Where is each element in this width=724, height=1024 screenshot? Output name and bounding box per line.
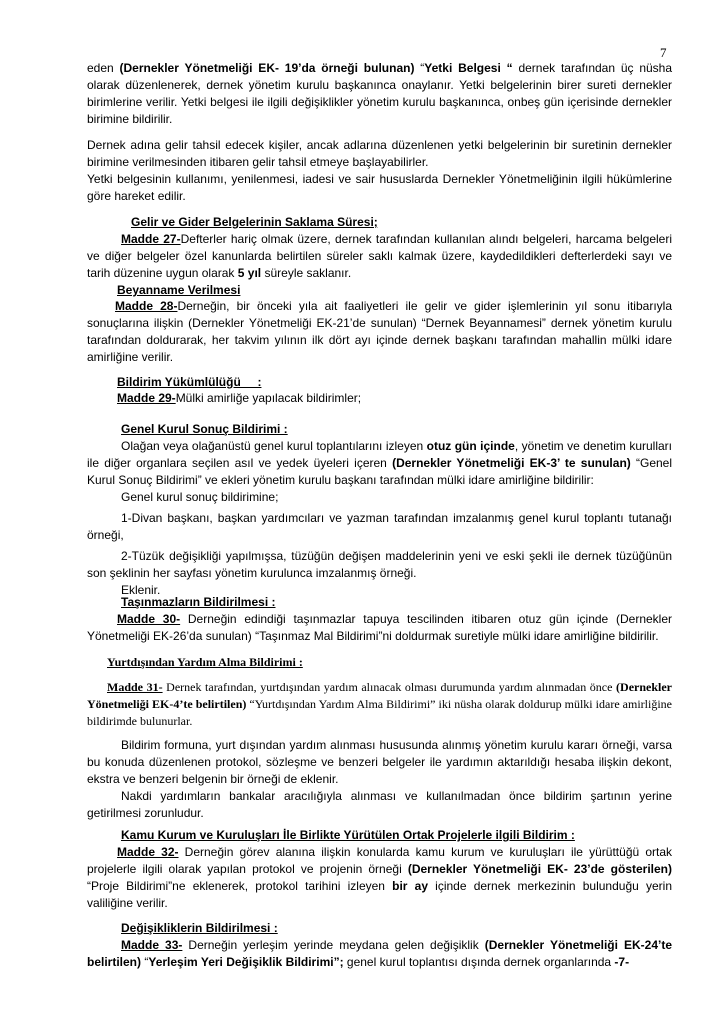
text-run: “Proje Bildirimi”ne eklenerek, protokol tarihini izleyen: [87, 879, 393, 893]
text-run: genel kurul toplantısı dışında dernek organlarında: [343, 955, 615, 969]
bold-reference: (Dernekler Yönetmeliği EK-4’te belirtilen): [87, 680, 673, 711]
text-run: içinde dernek merkezinin bulunduğu yerin valiliğine verilir.: [87, 879, 672, 910]
gelir-tahsil-paragraph: [87, 137, 672, 205]
article-label: Madde 30-: [117, 612, 181, 626]
bold-term: -7-: [614, 955, 630, 969]
madde-28: [87, 298, 672, 366]
text-run: Defterler hariç olmak üzere, dernek tarafından kullanılan alındı belgeleri, harcama belgeleri ve diğer belgeler özel kanunlarda belirtilen süreler saklı kalmak üzere, kaydedildikleri defterlerdeki sayı ve tarih düzenine uygun olarak: [87, 232, 673, 280]
article-label: Madde 27-: [121, 232, 181, 246]
bold-term: bir ay: [392, 879, 428, 893]
section-heading-bildirim: Bildirim Yükümlülüğü :: [117, 375, 262, 389]
article-label: Madde 28-: [115, 299, 178, 313]
section-heading-degisiklikler: Değişikliklerin Bildirilmesi :: [121, 921, 278, 935]
madde-30: [87, 611, 672, 645]
page-number: 7: [660, 45, 667, 60]
article-label: Madde 31-: [107, 680, 163, 694]
bold-reference: (Dernekler Yönetmeliği EK- 23’de gösterilen): [407, 862, 673, 876]
text-run: eden: [87, 61, 120, 75]
bold-term: Yetki Belgesi “: [424, 61, 513, 75]
text-run: Derneğin yerleşim yerinde meydana gelen değişiklik: [182, 938, 485, 952]
madde-31: [87, 679, 672, 730]
paragraph-text: Yetki belgesinin kullanımı, yenilenmesi, iadesi ve sair hususlarda Dernekler Yönetmeliğinin ilgili hükümlerine göre hareket edilir.: [87, 172, 672, 203]
bold-reference: (Dernekler Yönetmeliği EK- 19’da örneği bulunan): [119, 61, 415, 75]
section-heading-yurtdisi-yardim: Yurtdışından Yardım Alma Bildirimi :: [107, 655, 303, 669]
text-run: “: [414, 61, 425, 75]
bold-term: Yerleşim Yeri Değişiklik Bildirimi”;: [148, 955, 344, 969]
bold-term: otuz gün içinde: [426, 439, 515, 453]
list-item: 2-Tüzük değişikliği yapılmışsa, tüzüğün değişen maddelerinin yeni ve eski şekli ile dernek tüzüğünün son şeklinin her sayfası yönetim kurulunca imzalanmış örneği.: [87, 549, 672, 580]
text-run: Olağan veya olağanüstü genel kurul toplantılarını izleyen: [121, 439, 427, 453]
madde-29: [87, 390, 672, 407]
article-label: Madde 29-: [117, 391, 176, 405]
madde-33: [87, 937, 672, 971]
text-run: Derneğin edindiği taşınmazlar tapuya tescilinden itibaren otuz gün içinde (Dernekler Yönetmeliği EK-26’da sunulan) “Taşınmaz Mal Bildirimi”ni doldurmak suretiyle mülki idare amirliğine bildirilir.: [87, 612, 673, 643]
paragraph-text: Dernek adına gelir tahsil edecek kişiler, ancak adlarına düzenlenen yetki belgelerinin bir suretinin dernekler birimine verilmesinden itibaren gelir tahsil etmeye başlayabilirler.: [87, 138, 672, 169]
article-label: Madde 33-: [121, 938, 183, 952]
text-run: Dernek tarafından, yurtdışından yardım alınacak olması durumunda yardım alınmadan önce: [162, 680, 617, 694]
yetki-belgesi-paragraph: [87, 60, 672, 128]
text-run: Derneğin görev alanına ilişkin konularda kamu kurum ve kuruluşları ile yürüttüğü ortak projelerle ilgili olarak yapılan protokol ve projenin örneği: [87, 845, 673, 876]
text-run: , yönetim ve denetim kurulları ile diğer organlara seçilen asıl ve yedek üyeleri içeren: [87, 439, 673, 470]
genel-kurul-body: [87, 438, 672, 599]
section-heading-tasinmazlar: Taşınmazların Bildirilmesi :: [121, 595, 276, 609]
bold-reference: (Dernekler Yönetmeliği EK-3’ te sunulan): [392, 456, 631, 470]
list-item: 1-Divan başkanı, başkan yardımcıları ve yazman tarafından imzalanmış genel kurul toplantı tutanağı örneği,: [87, 511, 672, 542]
madde-32: [87, 844, 672, 912]
section-heading-kamu-projeleri: Kamu Kurum ve Kuruluşları İle Birlikte Yürütülen Ortak Projelerle ilgili Bildirim :: [121, 828, 575, 842]
bildirim-formu-paragraph: [87, 737, 672, 822]
section-heading-genel-kurul: Genel Kurul Sonuç Bildirimi :: [121, 422, 288, 436]
text-run: “Genel Kurul Sonuç Bildirimi” ve ekleri yönetim kurulu başkanı tarafından mülki idare amirliğine bildirilir:: [87, 456, 673, 487]
paragraph-text: Nakdi yardımların bankalar aracılığıyla alınması ve kullanılmadan önce bildirim şartının yerine getirilmesi zorunludur.: [87, 789, 672, 820]
text-run: “Yurtdışından Yardım Alma Bildirimi” iki nüsha olarak doldurup mülki idare amirliğine bildirimde bulunurlar.: [87, 697, 672, 728]
text-run: dernek tarafından üç nüsha olarak düzenlenerek, dernek yönetim kurulu başkanınca onaylanır. Yetki belgelerinin birer sureti dernekler birimlerine verilir. Yetki belgesi ile ilgili değişiklikler yönetim kurulu başkanınca, onbeş gün içerisinde dernekler birimine bildirilir.: [87, 61, 673, 126]
article-label: Madde 32-: [117, 845, 179, 859]
paragraph-text: Eklenir.: [121, 583, 161, 597]
paragraph-text: Bildirim formuna, yurt dışından yardım alınması hususunda alınmış yönetim kurulu kararı örneği, varsa bu konuda düzenlenen protokol, sözleşme ve benzeri belgeler ile yardımın aktarıldığı hesaba ilişkin dekont, ekstra ve benzeri belgenin bir örneği de eklenir.: [87, 738, 672, 786]
bold-reference: (Dernekler Yönetmeliği EK-24’te belirtilen): [87, 938, 673, 969]
section-heading-saklama-suresi: Gelir ve Gider Belgelerinin Saklama Süresi;: [131, 215, 378, 229]
text-run: Mülki amirliğe yapılacak bildirimler;: [175, 391, 362, 405]
text-run: Derneğin, bir önceki yıla ait faaliyetleri ile gelir ve gider işlemlerinin yıl sonu itibarıyla sonuçlarına ilişkin (Dernekler Yönetmeliği EK-21’de sunulan) “Dernek Beyannamesi” dernek yönetim kurulu tarafından doldurarak, her takvim yılının ilk dört ayı içinde dernek başkanı tarafından mahallin mülki idare amirliğine verilir.: [87, 299, 672, 364]
text-run: “: [141, 955, 149, 969]
text-run: süreyle saklanır.: [261, 266, 352, 280]
paragraph-text: Genel kurul sonuç bildirimine;: [121, 490, 279, 504]
bold-term: 5 yıl: [237, 266, 262, 280]
madde-27: [87, 231, 672, 282]
section-heading-beyanname: Beyanname Verilmesi: [117, 283, 241, 297]
